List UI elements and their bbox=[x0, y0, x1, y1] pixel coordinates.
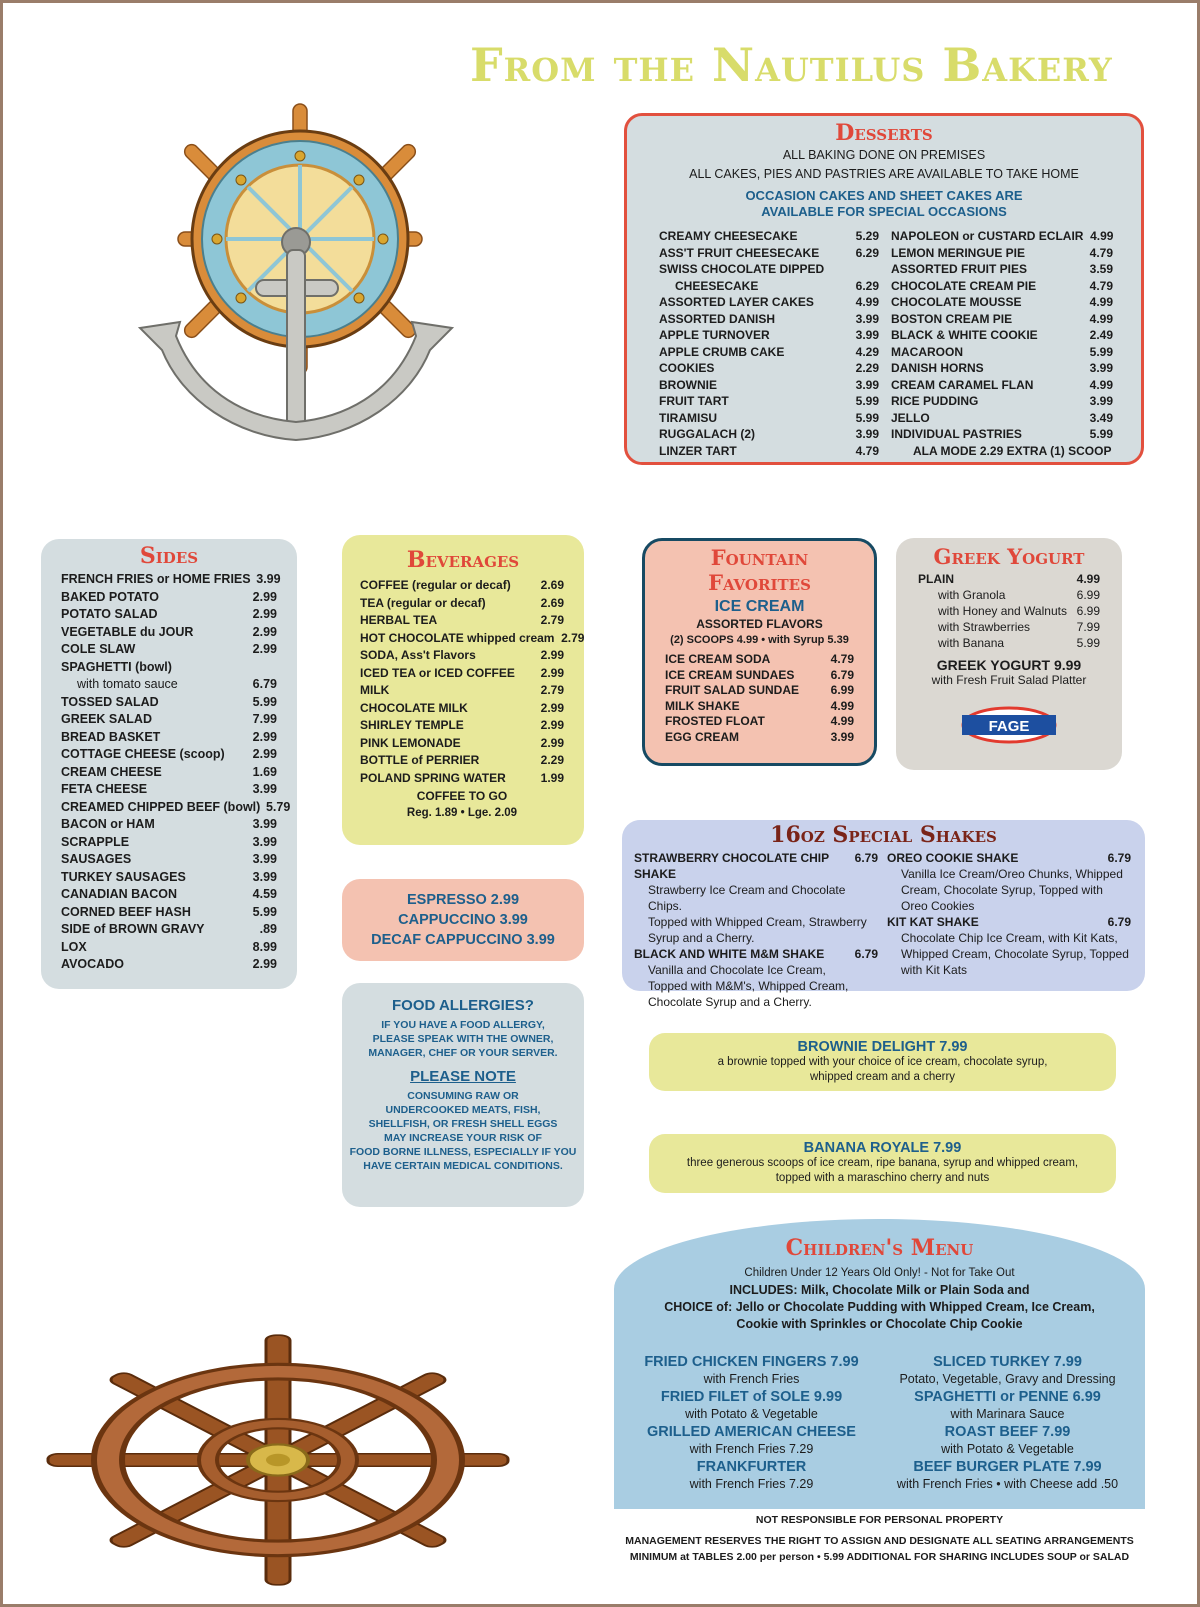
menu-item: ASS'T FRUIT CHEESECAKE 6.29 bbox=[659, 245, 879, 260]
menu-item: SLICED TURKEY 7.99 bbox=[933, 1354, 1082, 1370]
desserts-right-list bbox=[891, 228, 1113, 459]
menu-item: CREAM CARAMEL FLAN 4.99 bbox=[891, 377, 1113, 392]
menu-item: ROAST BEEF 7.99 bbox=[944, 1424, 1071, 1440]
item-description: Chocolate Chip Ice Cream, with Kit Kats, bbox=[901, 931, 1118, 945]
menu-item: COOKIES 2.29 bbox=[659, 361, 879, 375]
menu-item: ASSORTED LAYER CAKES 4.99 bbox=[659, 295, 879, 309]
item-description: Syrup and a Cherry. bbox=[648, 931, 755, 945]
beverages-panel bbox=[342, 535, 584, 845]
menu-item: COTTAGE CHEESE (scoop) 2.99 bbox=[61, 747, 277, 761]
menu-item: CORNED BEEF HASH 5.99 bbox=[61, 904, 277, 919]
menu-item: ICE CREAM SUNDAES 6.79 bbox=[665, 667, 854, 682]
menu-item: ICED TEA or ICED COFFEE 2.99 bbox=[360, 665, 564, 680]
greek-yogurt-list bbox=[896, 569, 1122, 651]
menu-item: JELLO 3.49 bbox=[891, 410, 1113, 425]
menu-item: SHIRLEY TEMPLE 2.99 bbox=[360, 718, 564, 732]
menu-item: TOSSED SALAD 5.99 bbox=[61, 694, 277, 709]
item-description: with French Fries 7.29 bbox=[689, 1477, 814, 1491]
menu-item: TURKEY SAUSAGES 3.99 bbox=[61, 869, 277, 884]
note-text: SHELLFISH, OR FRESH SHELL EGGS bbox=[368, 1118, 558, 1130]
menu-item: STRAWBERRY CHOCOLATE CHIP SHAKE 6.79 bbox=[634, 851, 878, 881]
item-description: with French Fries • with Cheese add .50 bbox=[896, 1477, 1119, 1491]
food-allergies-panel bbox=[342, 983, 584, 1207]
banana-royale-desc: topped with a maraschino cherry and nuts bbox=[775, 1172, 990, 1184]
occasion-cakes-note: OCCASION CAKES AND SHEET CAKES ARE bbox=[745, 188, 1023, 203]
food-allergies-title: FOOD ALLERGIES? bbox=[392, 997, 534, 1014]
childrens-menu-title: Children's Menu bbox=[785, 1235, 974, 1261]
desserts-tagline: ALL CAKES, PIES AND PASTRIES ARE AVAILABLE TO TAKE HOME bbox=[689, 167, 1079, 181]
banana-royale-panel bbox=[649, 1134, 1116, 1193]
menu-item: MILK SHAKE 4.99 bbox=[665, 698, 854, 713]
menu-item: SIDE of BROWN GRAVY .89 bbox=[61, 922, 277, 936]
menu-item: CHOCOLATE MOUSSE 4.99 bbox=[891, 295, 1113, 309]
menu-item: PLAIN 4.99 bbox=[918, 572, 1100, 586]
item-description: with Marinara Sauce bbox=[950, 1407, 1065, 1421]
item-description: with Kit Kats bbox=[901, 963, 968, 977]
menu-item: CREAMED CHIPPED BEEF (bowl) 5.79 bbox=[61, 799, 291, 814]
menu-item: LEMON MERINGUE PIE 4.79 bbox=[891, 245, 1113, 260]
menu-item: BOTTLE of PERRIER 2.29 bbox=[360, 753, 564, 767]
menu-item: FROSTED FLOAT 4.99 bbox=[665, 714, 854, 728]
allergy-text: PLEASE SPEAK WITH THE OWNER, bbox=[372, 1033, 554, 1045]
item-description: Vanilla Ice Cream/Oreo Chunks, Whipped bbox=[901, 867, 1123, 881]
scoops-price: (2) SCOOPS 4.99 • with Syrup 5.39 bbox=[670, 634, 849, 646]
sides-title: Sides bbox=[139, 543, 199, 569]
item-description: with French Fries 7.29 bbox=[689, 1442, 814, 1456]
menu-item: COFFEE (regular or decaf) 2.69 bbox=[360, 578, 564, 592]
note-text: UNDERCOOKED MEATS, FISH, bbox=[385, 1104, 541, 1116]
item-description: Topped with M&M's, Whipped Cream, bbox=[648, 979, 849, 993]
menu-item: with Granola 6.99 bbox=[938, 588, 1100, 602]
beverages-list bbox=[342, 577, 584, 821]
ice-cream-heading: ICE CREAM bbox=[714, 598, 805, 615]
fage-logo bbox=[960, 706, 1058, 744]
desserts-panel bbox=[624, 113, 1144, 465]
menu-item: SPAGHETTI or PENNE 6.99 bbox=[914, 1389, 1101, 1405]
menu-item: COLE SLAW 2.99 bbox=[61, 642, 277, 656]
menu-item: LINZER TART 4.79 bbox=[659, 443, 879, 458]
menu-item: SCRAPPLE 3.99 bbox=[61, 834, 277, 849]
children-choice: CHOICE of: Jello or Chocolate Pudding with Whipped Cream, Ice Cream, bbox=[664, 1300, 1095, 1314]
footer-seating-note: MANAGEMENT RESERVES THE RIGHT TO ASSIGN AND DESIGNATE ALL SEATING ARRANGEMENTS bbox=[625, 1535, 1134, 1547]
allergy-text: MANAGER, CHEF OR YOUR SERVER. bbox=[368, 1047, 558, 1059]
greek-yogurt-title: Greek Yogurt bbox=[933, 544, 1085, 569]
note-text: MAY INCREASE YOUR RISK OF bbox=[384, 1132, 542, 1144]
note-text: FOOD BORNE ILLNESS, ESPECIALLY IF YOU bbox=[349, 1146, 577, 1158]
item-description: with Potato & Vegetable bbox=[685, 1407, 818, 1421]
menu-item: CREAM CHEESE 1.69 bbox=[61, 764, 277, 779]
wooden-ship-wheel-icon bbox=[28, 1330, 528, 1590]
menu-item: FRIED CHICKEN FINGERS 7.99 bbox=[644, 1354, 859, 1370]
menu-item: CANADIAN BACON 4.59 bbox=[61, 887, 277, 901]
menu-item: APPLE TURNOVER 3.99 bbox=[659, 328, 879, 342]
item-description: Vanilla and Chocolate Ice Cream, bbox=[648, 963, 826, 977]
banana-royale-title: BANANA ROYALE 7.99 bbox=[803, 1140, 962, 1156]
item-description: Whipped Cream, Chocolate Syrup, Topped bbox=[901, 947, 1129, 961]
childrens-menu-panel bbox=[614, 1219, 1145, 1509]
menu-item: BROWNIE 3.99 bbox=[659, 377, 879, 392]
banana-royale-desc: three generous scoops of ice cream, ripe banana, syrup and whipped cream, bbox=[686, 1157, 1079, 1169]
menu-item: KIT KAT SHAKE 6.79 bbox=[887, 915, 1131, 929]
children-choice: Cookie with Sprinkles or Chocolate Chip Cookie bbox=[736, 1317, 1023, 1331]
menu-item: FRENCH FRIES or HOME FRIES 3.99 bbox=[61, 572, 281, 586]
menu-item: HOT CHOCOLATE whipped cream 2.79 bbox=[360, 630, 585, 645]
ship-wheel-anchor-icon bbox=[130, 100, 470, 450]
menu-item: SWISS CHOCOLATE DIPPED bbox=[659, 262, 825, 276]
menu-item: POLAND SPRING WATER 1.99 bbox=[360, 770, 564, 785]
fountain-title: Fountain bbox=[710, 545, 809, 570]
menu-item: BLACK AND WHITE M&M SHAKE 6.79 bbox=[634, 947, 878, 961]
menu-item: HERBAL TEA 2.79 bbox=[360, 613, 564, 627]
item-description: Cream, Chocolate Syrup, Topped with bbox=[901, 883, 1103, 897]
menu-item: EGG CREAM 3.99 bbox=[665, 729, 854, 744]
desserts-tagline: ALL BAKING DONE ON PREMISES bbox=[782, 148, 986, 162]
menu-item: FRUIT SALAD SUNDAE 6.99 bbox=[665, 683, 854, 697]
desserts-title: Desserts bbox=[835, 120, 933, 146]
brownie-delight-title: BROWNIE DELIGHT 7.99 bbox=[797, 1039, 968, 1055]
menu-item: PINK LEMONADE 2.99 bbox=[360, 735, 564, 750]
brownie-delight-panel bbox=[649, 1033, 1116, 1091]
menu-item: DANISH HORNS 3.99 bbox=[891, 361, 1113, 375]
menu-item: NAPOLEON or CUSTARD ECLAIR 4.99 bbox=[891, 229, 1114, 243]
menu-item: SODA, Ass't Flavors 2.99 bbox=[360, 648, 564, 662]
menu-item: BAKED POTATO 2.99 bbox=[61, 589, 277, 604]
menu-item: CREAMY CHEESECAKE 5.29 bbox=[659, 229, 879, 243]
desserts-left-list bbox=[659, 228, 879, 459]
cappuccino-item: CAPPUCCINO 3.99 bbox=[398, 912, 528, 928]
note-text: CONSUMING RAW OR bbox=[407, 1090, 519, 1102]
menu-item: APPLE CRUMB CAKE 4.29 bbox=[659, 344, 879, 359]
occasion-cakes-note: AVAILABLE FOR SPECIAL OCCASIONS bbox=[761, 204, 1007, 219]
brownie-delight-desc: a brownie topped with your choice of ice cream, chocolate syrup, bbox=[717, 1056, 1048, 1068]
menu-item: FRANKFURTER bbox=[696, 1459, 807, 1475]
menu-item: ASSORTED FRUIT PIES 3.59 bbox=[891, 262, 1113, 276]
menu-item: ICE CREAM SODA 4.79 bbox=[665, 652, 854, 666]
menu-item: FRUIT TART 5.99 bbox=[659, 394, 879, 408]
menu-item: LOX 8.99 bbox=[61, 939, 277, 954]
menu-item: BLACK & WHITE COOKIE 2.49 bbox=[891, 328, 1113, 342]
please-note-title: PLEASE NOTE bbox=[410, 1068, 516, 1085]
menu-item: SAUSAGES 3.99 bbox=[61, 852, 277, 866]
svg-text:FAGE: FAGE bbox=[988, 718, 1030, 735]
menu-item: TIRAMISU 5.99 bbox=[659, 410, 879, 425]
coffee-to-go-title: COFFEE TO GO bbox=[416, 789, 508, 803]
decaf-cappuccino-item: DECAF CAPPUCCINO 3.99 bbox=[371, 932, 555, 948]
children-intro: Children Under 12 Years Old Only! - Not for Take Out bbox=[744, 1267, 1015, 1279]
page-title: From the Nautilus Bakery bbox=[470, 38, 1113, 92]
beverages-title: Beverages bbox=[406, 547, 520, 573]
item-description: Strawberry Ice Cream and Chocolate Chips. bbox=[648, 883, 846, 913]
menu-item: MACAROON 5.99 bbox=[891, 344, 1113, 359]
menu-item: OREO COOKIE SHAKE 6.79 bbox=[887, 851, 1131, 865]
sides-panel bbox=[41, 539, 297, 989]
greek-yogurt-platter: GREEK YOGURT 9.99 bbox=[936, 657, 1082, 673]
menu-item: with tomato sauce 6.79 bbox=[77, 677, 277, 691]
children-includes: INCLUDES: Milk, Chocolate Milk or Plain Soda and bbox=[729, 1283, 1030, 1297]
menu-item: GREEK SALAD 7.99 bbox=[61, 712, 277, 726]
menu-item: BOSTON CREAM PIE 4.99 bbox=[891, 311, 1113, 326]
item-description: with French Fries bbox=[703, 1372, 800, 1386]
menu-item: BEEF BURGER PLATE 7.99 bbox=[913, 1459, 1102, 1475]
sides-list bbox=[41, 571, 297, 974]
children-left-list bbox=[624, 1353, 879, 1493]
children-right-list bbox=[880, 1353, 1135, 1493]
footer-minimum-note: MINIMUM at TABLES 2.00 per person • 5.99 ADDITIONAL FOR SHARING INCLUDES SOUP or SALAD bbox=[629, 1551, 1130, 1563]
fountain-list bbox=[645, 648, 874, 745]
item-description: Oreo Cookies bbox=[901, 899, 975, 913]
menu-item: TEA (regular or decaf) 2.69 bbox=[360, 595, 564, 610]
greek-yogurt-panel bbox=[896, 538, 1122, 770]
menu-item: CHOCOLATE CREAM PIE 4.79 bbox=[891, 278, 1113, 293]
menu-item: GRILLED AMERICAN CHEESE bbox=[647, 1424, 856, 1440]
item-description: Chocolate Syrup and a Cherry. bbox=[648, 995, 812, 1009]
menu-item: BACON or HAM 3.99 bbox=[61, 817, 277, 831]
fountain-favorites-panel bbox=[642, 538, 877, 766]
menu-item: with Strawberries 7.99 bbox=[938, 620, 1100, 634]
menu-item: ASSORTED DANISH 3.99 bbox=[659, 311, 879, 326]
menu-item: MILK 2.79 bbox=[360, 683, 564, 697]
item-description: with Potato & Vegetable bbox=[941, 1442, 1074, 1456]
item-description: Potato, Vegetable, Gravy and Dressing bbox=[899, 1372, 1116, 1386]
menu-item: AVOCADO 2.99 bbox=[61, 957, 277, 971]
note-text: HAVE CERTAIN MEDICAL CONDITIONS. bbox=[363, 1160, 563, 1172]
menu-item: FETA CHEESE 3.99 bbox=[61, 782, 277, 796]
menu-item: SPAGHETTI (bowl) bbox=[61, 659, 172, 674]
menu-item: VEGETABLE du JOUR 2.99 bbox=[61, 624, 277, 639]
menu-item: RICE PUDDING 3.99 bbox=[891, 394, 1113, 408]
menu-item: RUGGALACH (2) 3.99 bbox=[659, 427, 879, 441]
flavors-note: ASSORTED FLAVORS bbox=[696, 617, 823, 631]
menu-item: CHEESECAKE 6.29 bbox=[675, 278, 879, 293]
menu-item: with Banana 5.99 bbox=[938, 636, 1100, 650]
coffee-to-go-prices: Reg. 1.89 • Lge. 2.09 bbox=[406, 807, 518, 819]
menu-item: BREAD BASKET 2.99 bbox=[61, 729, 277, 744]
fountain-title: Favorites bbox=[708, 570, 811, 595]
shakes-right-list bbox=[887, 850, 1131, 1010]
brownie-delight-desc: whipped cream and a cherry bbox=[809, 1071, 956, 1083]
footer-property-note: NOT RESPONSIBLE FOR PERSONAL PROPERTY bbox=[755, 1514, 1004, 1526]
menu-item: FRIED FILET of SOLE 9.99 bbox=[660, 1389, 843, 1405]
ala-mode-note: ALA MODE 2.29 EXTRA (1) SCOOP bbox=[913, 443, 1112, 458]
shakes-left-list bbox=[634, 850, 878, 1010]
shakes-title: 16oz Special Shakes bbox=[770, 822, 997, 848]
greek-yogurt-platter-desc: with Fresh Fruit Salad Platter bbox=[931, 673, 1087, 687]
special-shakes-panel bbox=[622, 820, 1145, 1009]
menu-item: CHOCOLATE MILK 2.99 bbox=[360, 700, 564, 715]
allergy-text: IF YOU HAVE A FOOD ALLERGY, bbox=[381, 1019, 545, 1031]
espresso-panel bbox=[342, 879, 584, 961]
menu-item: INDIVIDUAL PASTRIES 5.99 bbox=[891, 427, 1113, 441]
item-description: Topped with Whipped Cream, Strawberry bbox=[648, 915, 867, 929]
espresso-item: ESPRESSO 2.99 bbox=[406, 892, 520, 908]
menu-item: POTATO SALAD 2.99 bbox=[61, 607, 277, 621]
menu-item: with Honey and Walnuts 6.99 bbox=[938, 604, 1100, 618]
